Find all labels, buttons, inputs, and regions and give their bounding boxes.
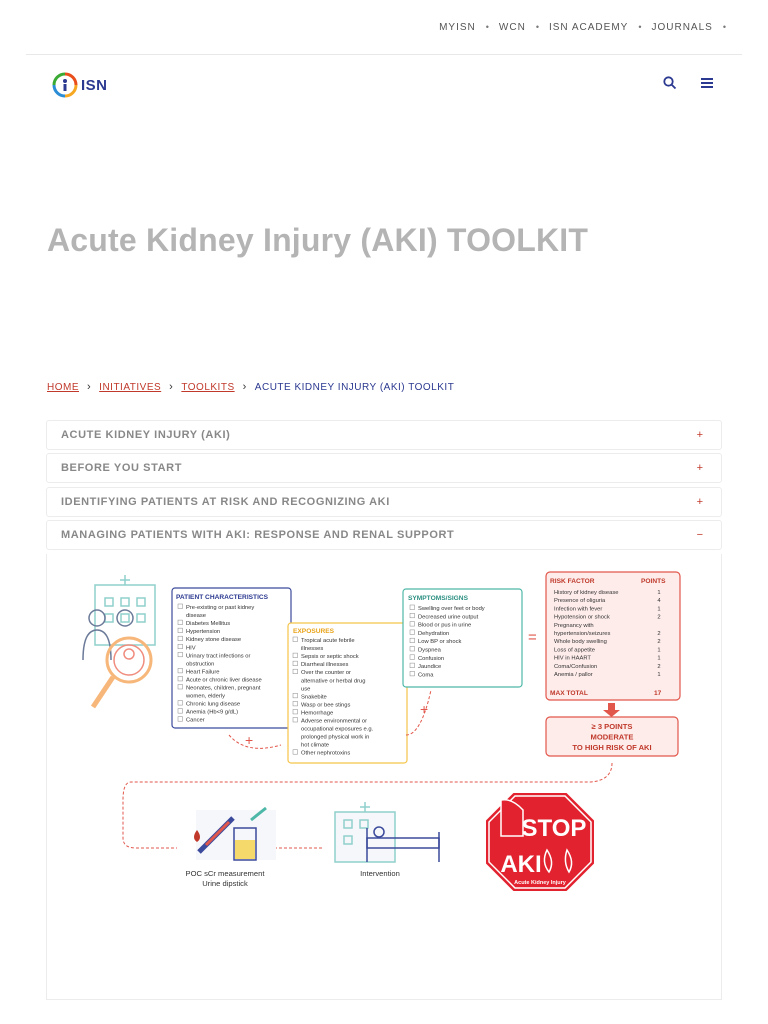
checklist-item: prolonged physical work in	[301, 734, 370, 741]
risk-result-line: ≥ 3 POINTS	[591, 722, 633, 731]
top-nav	[26, 0, 742, 55]
down-arrow-icon	[603, 703, 620, 717]
checklist-item: Low BP or shock	[418, 639, 462, 646]
points-header: POINTS	[641, 578, 666, 585]
checklist-item: Dehydration	[418, 630, 450, 637]
symptoms-title: SYMPTOMS/SIGNS	[408, 595, 468, 602]
search-icon[interactable]	[663, 76, 677, 95]
risk-factor-label: Loss of appetite	[554, 647, 595, 654]
risk-factor-label: Infection with fever	[554, 606, 603, 613]
checklist-item: Anemia (Hb<9 g/dL)	[186, 709, 239, 716]
checklist-item: Over the counter or	[301, 670, 351, 677]
accordion-aki[interactable]	[46, 420, 722, 450]
checklist-item: obstruction	[186, 661, 215, 668]
risk-factor-table	[546, 572, 680, 700]
patient-title: PATIENT CHARACTERISTICS	[176, 594, 269, 601]
checklist-item: Other nephrotoxins	[301, 750, 351, 757]
breadcrumb-home[interactable]: HOME	[47, 381, 79, 393]
checklist-item: Urinary tract infections or	[186, 653, 251, 660]
risk-result-box	[546, 717, 678, 756]
exposures-title: EXPOSURES	[293, 628, 335, 635]
checklist-item: Sepsis or septic shock	[301, 654, 359, 661]
max-total-value: 17	[654, 690, 662, 697]
intervention-label: Intervention	[360, 869, 400, 878]
checklist-item: Hemorrhage	[301, 710, 334, 717]
risk-factor-points: 1	[657, 647, 661, 654]
checklist-item: Dyspnea	[418, 647, 441, 654]
risk-factor-points: 2	[657, 663, 661, 670]
breadcrumb-initiatives[interactable]: INITIATIVES	[99, 381, 162, 393]
breadcrumb-current: ACUTE KIDNEY INJURY (AKI) TOOLKIT	[254, 381, 455, 393]
checklist-item: Swelling over feet or body	[418, 606, 485, 612]
risk-factor-label: HIV in HAART	[554, 655, 591, 662]
nav-wcn[interactable]: WCN	[498, 21, 526, 33]
expand-icon: +	[696, 429, 703, 441]
checklist-item: Jaundice	[418, 664, 442, 671]
exposures-box	[288, 623, 407, 763]
checklist-item: Coma	[418, 672, 434, 679]
checklist-item: Snakebite	[301, 694, 327, 701]
nav-separator: •	[638, 22, 642, 32]
nav-isn-academy[interactable]: ISN ACADEMY	[548, 21, 629, 33]
nav-separator: •	[485, 22, 489, 32]
breadcrumb	[47, 381, 454, 393]
checklist-item: hot climate	[301, 742, 330, 749]
risk-factor-label: Whole body swelling	[554, 639, 607, 646]
checklist-item: illnesses	[301, 646, 324, 653]
aki-subtitle: Acute Kidney Injury	[514, 880, 566, 886]
risk-factor-points: 1	[657, 672, 661, 678]
checklist-item: Adverse environmental or	[301, 718, 368, 725]
nav-myisn[interactable]: MYISN	[439, 21, 476, 33]
checklist-item: Tropical acute febrile	[301, 638, 355, 644]
checklist-item: Pre-existing or past kidney	[186, 605, 255, 611]
accordion-title: IDENTIFYING PATIENTS AT RISK AND RECOGNIZING AKI	[61, 496, 390, 508]
poc-label: POC sCr measurement	[185, 869, 265, 878]
stop-text: STOP	[521, 815, 587, 842]
risk-factor-points: 2	[657, 639, 661, 646]
checklist-item: Blood or pus in urine	[418, 622, 472, 629]
expand-icon: +	[696, 462, 703, 474]
risk-factor-points: 1	[657, 655, 661, 662]
isn-logo-mark	[52, 72, 78, 98]
accordion-title: BEFORE YOU START	[61, 462, 183, 474]
risk-factor-points: 1	[657, 590, 661, 596]
checklist-item: Kidney stone disease	[186, 637, 242, 644]
checklist-item: Diabetes Mellitus	[186, 621, 231, 628]
checklist-item: Hypertension	[186, 629, 221, 636]
risk-result-line: MODERATE	[590, 732, 634, 742]
checklist-item: Confusion	[418, 655, 445, 662]
risk-header: RISK FACTOR	[550, 578, 595, 585]
symptoms-box	[403, 589, 522, 687]
checklist-item: disease	[186, 613, 206, 620]
checklist-item: use	[301, 686, 311, 693]
risk-factor-label: Pregnancy with	[554, 622, 594, 629]
nav-journals[interactable]: JOURNALS	[651, 21, 713, 33]
risk-factor-points: 2	[657, 614, 661, 621]
checklist-item: Diarrheal illnesses	[301, 662, 349, 669]
hospital-bed-icon	[335, 802, 439, 862]
menu-icon[interactable]	[700, 76, 714, 95]
accordion-before-you-start[interactable]	[46, 453, 722, 483]
logo-text: ISN	[81, 76, 108, 94]
equals-sign: =	[528, 629, 537, 646]
checklist-item: occupational exposures e.g.	[301, 726, 374, 733]
risk-factor-label: Hypotension or shock	[554, 614, 610, 621]
stop-sign-icon	[485, 792, 595, 892]
isn-logo[interactable]	[52, 72, 108, 98]
plus-sign: +	[420, 701, 429, 717]
checklist-item: Acute or chronic liver disease	[186, 677, 262, 684]
poc-test-illustration	[194, 808, 276, 860]
checklist-item: Neonates, children, pregnant	[186, 685, 261, 692]
breadcrumb-separator: ›	[242, 381, 247, 393]
breadcrumb-separator: ›	[169, 381, 174, 393]
checklist-item: alternative or herbal drug	[301, 678, 366, 685]
aki-text: AKI	[500, 851, 542, 878]
accordion-panel-managing	[46, 554, 722, 1000]
aki-infographic	[47, 554, 723, 1000]
accordion-title: ACUTE KIDNEY INJURY (AKI)	[61, 429, 231, 441]
risk-factor-label: Coma/Confusion	[554, 663, 598, 670]
risk-factor-points: 4	[657, 598, 661, 605]
nav-separator: •	[535, 22, 539, 32]
checklist-item: HIV	[186, 645, 196, 652]
accordion-managing-patients[interactable]	[46, 520, 722, 550]
poc-label: Urine dipstick	[202, 879, 248, 888]
plus-sign: +	[245, 732, 254, 748]
checklist-item: Heart Failure	[186, 669, 220, 676]
accordion-title: MANAGING PATIENTS WITH AKI: RESPONSE AND RENAL SUPPORT	[61, 529, 455, 541]
accordion-identifying-patients[interactable]	[46, 487, 722, 517]
checklist-item: Decreased urine output	[418, 614, 479, 621]
risk-factor-label: hypertension/seizures	[554, 631, 611, 637]
risk-factor-points: 2	[657, 631, 661, 637]
patient-characteristics-box	[172, 588, 291, 728]
collapse-icon: −	[696, 529, 703, 541]
risk-factor-points: 1	[657, 606, 661, 613]
risk-result-line: TO HIGH RISK OF AKI	[572, 743, 652, 752]
nav-separator: •	[722, 22, 726, 32]
checklist-item: Wasp or bee stings	[301, 702, 351, 709]
checklist-item: Chronic lung disease	[186, 701, 241, 708]
doctors-illustration	[83, 575, 155, 707]
site-header	[0, 62, 768, 106]
max-total-label: MAX TOTAL	[550, 690, 588, 697]
page-title: Acute Kidney Injury (AKI) TOOLKIT	[47, 222, 589, 258]
breadcrumb-toolkits[interactable]: TOOLKITS	[181, 381, 235, 393]
risk-factor-label: Anemia / pallor	[554, 672, 593, 678]
expand-icon: +	[696, 496, 703, 508]
checklist-item: Cancer	[186, 717, 205, 724]
breadcrumb-separator: ›	[87, 381, 92, 393]
risk-factor-label: History of kidney disease	[554, 590, 619, 596]
checklist-item: women, elderly	[186, 693, 225, 700]
risk-factor-label: Presence of oliguria	[554, 598, 606, 605]
